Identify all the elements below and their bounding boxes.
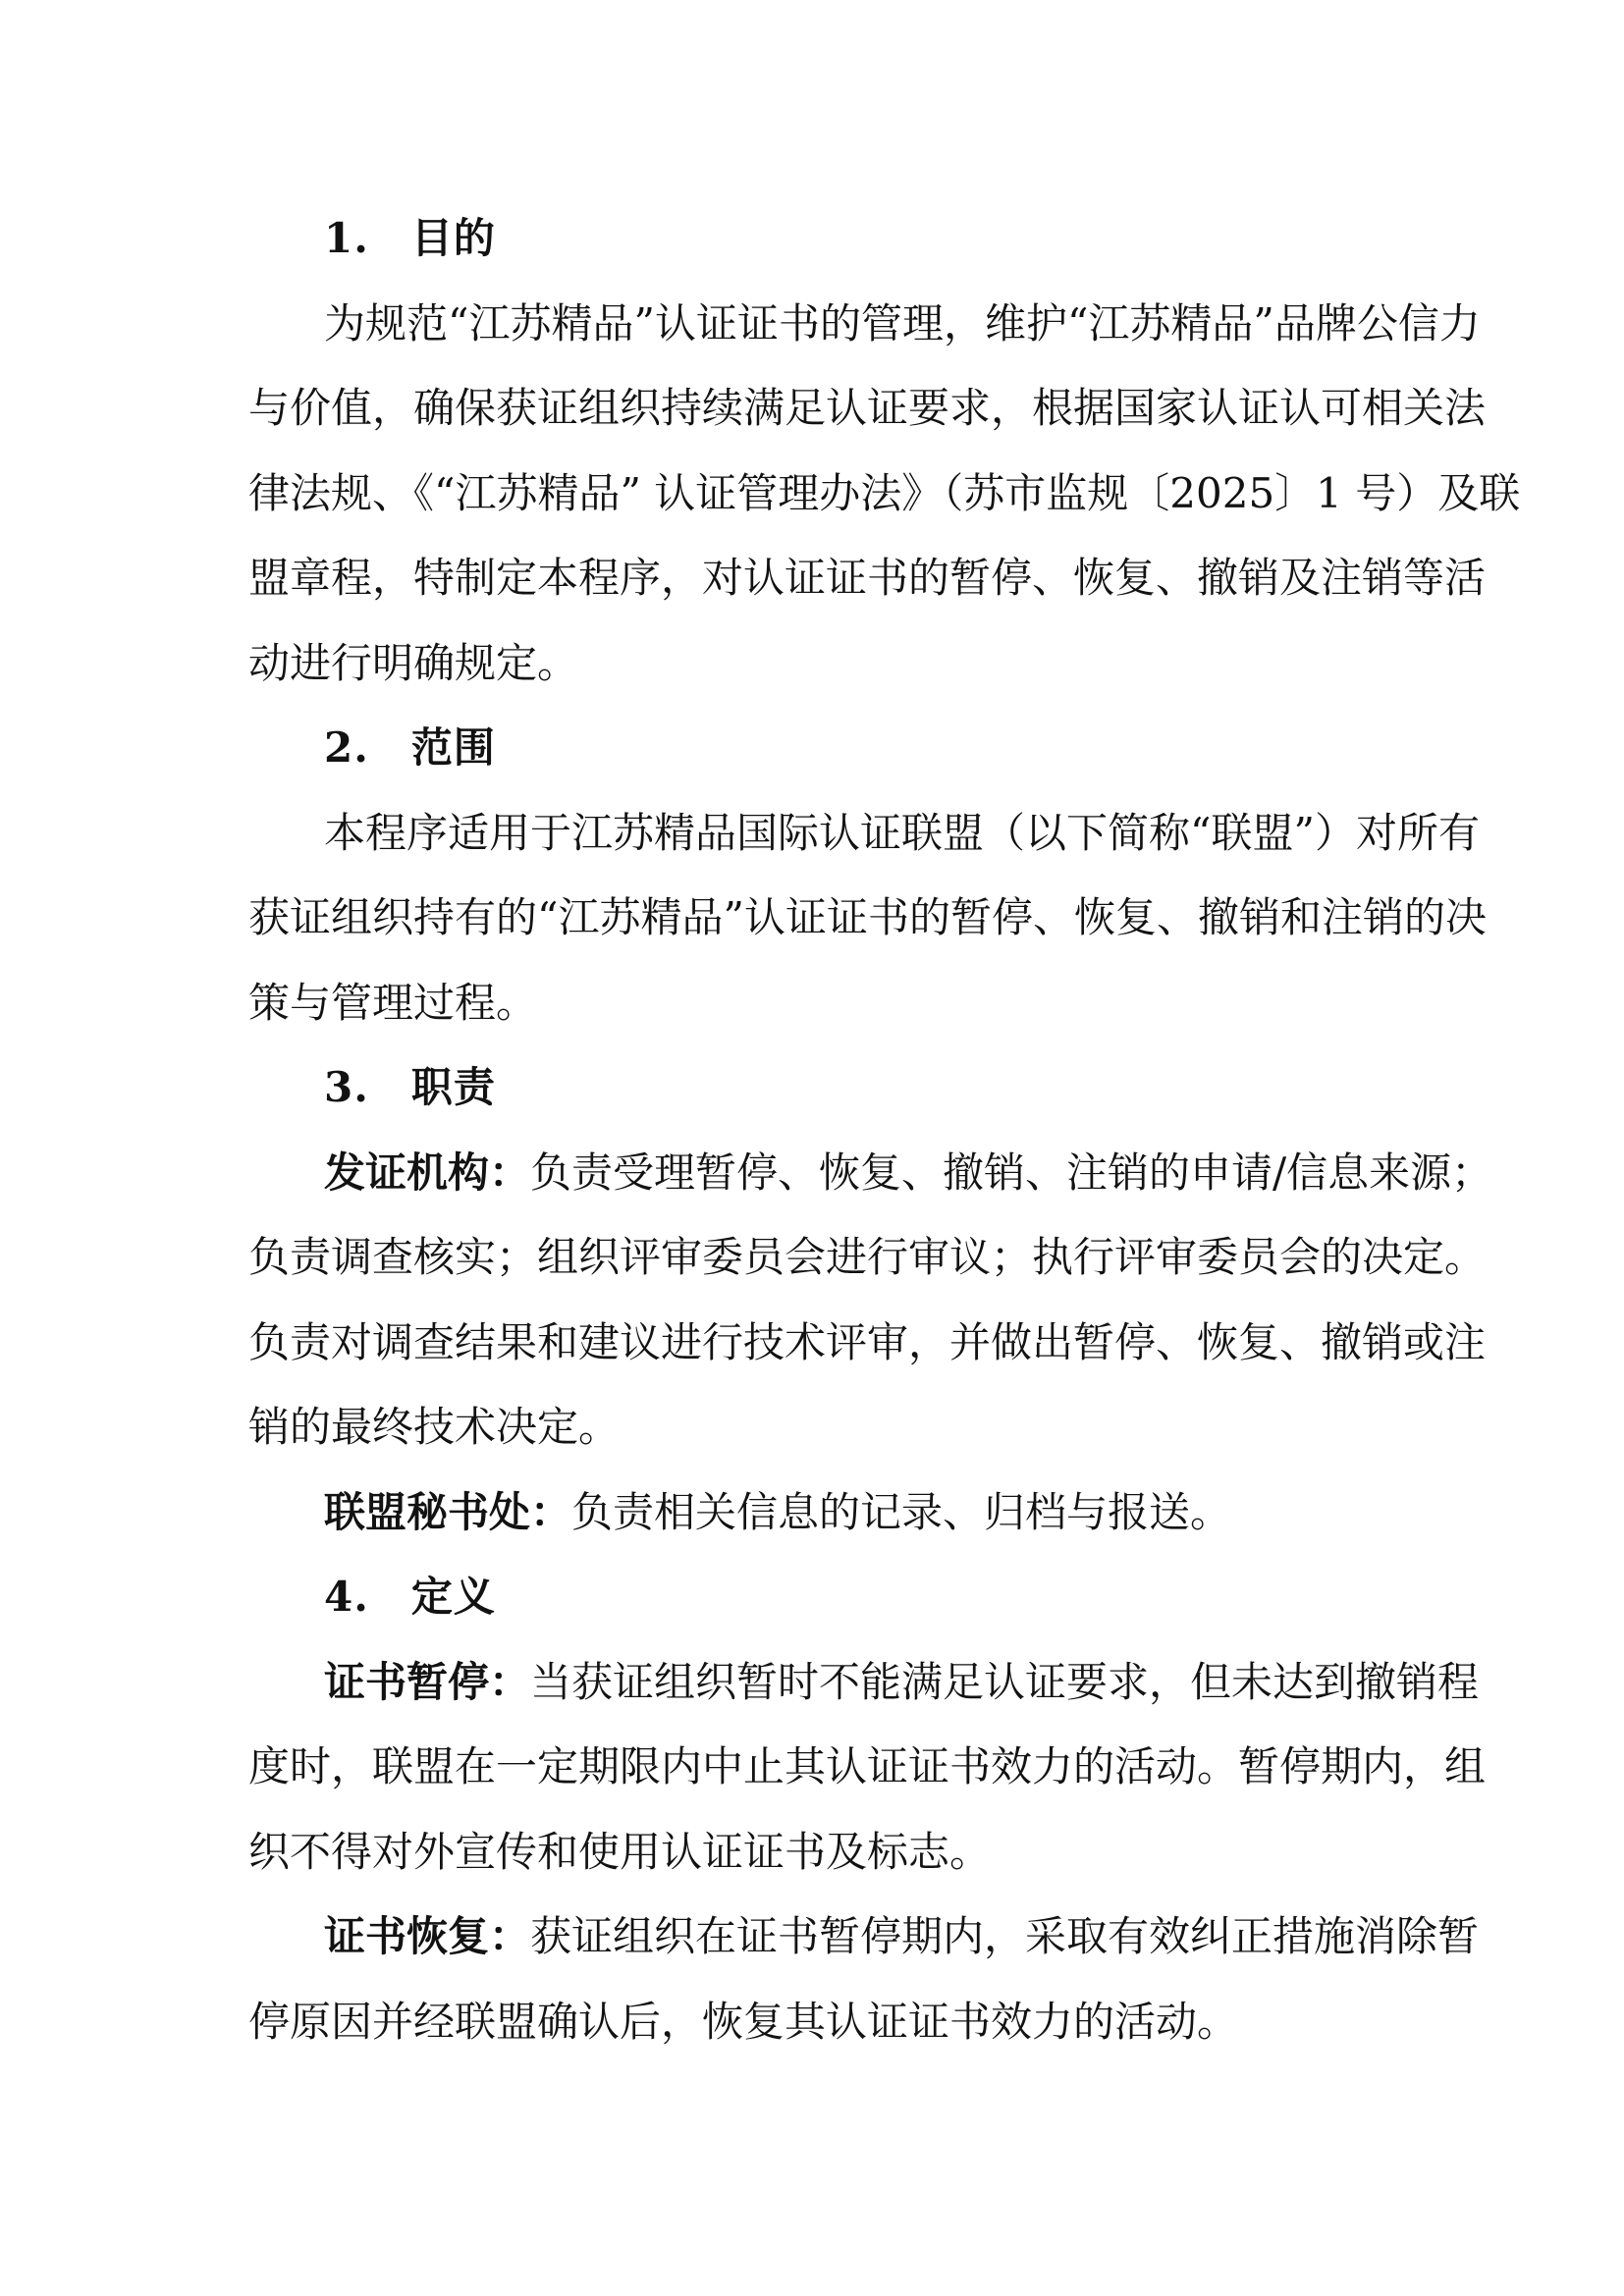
- paragraph-line: [248, 621, 1387, 707]
- paragraph-line: [248, 366, 1487, 452]
- line-text: 策与管理过程。: [248, 978, 538, 1027]
- paragraph-line: [248, 1470, 1387, 1556]
- paragraph-line: [248, 1895, 1480, 1980]
- line-text: 1. 目的: [324, 214, 496, 262]
- paragraph-line: [248, 1385, 1387, 1470]
- line-text: 律法规、《“江苏精品” 认证管理办法》（苏市监规〔2025〕1 号）及联: [248, 468, 1521, 517]
- paragraph-line: [248, 1640, 1480, 1726]
- line-text: 度时，联盟在一定期限内中止其认证证书效力的活动。暂停期内，组: [248, 1742, 1487, 1790]
- section-heading-responsibilities: [248, 1045, 1387, 1131]
- line-text: 织不得对外宣传和使用认证证书及标志。: [248, 1827, 992, 1876]
- line-text: 销的最终技术决定。: [248, 1403, 621, 1451]
- line-text: 获证组织持有的“江苏精品”认证证书的暂停、恢复、撤销和注销的决: [248, 893, 1487, 941]
- section-heading-definitions: [248, 1555, 1387, 1640]
- line-text: 负责调查核实；组织评审委员会进行审议；执行评审委员会的决定。: [248, 1233, 1487, 1281]
- paragraph-line: [248, 1131, 1493, 1216]
- runin-alliance-secretariat: 联盟秘书处：: [324, 1487, 572, 1536]
- line-text: 3. 职责: [324, 1063, 496, 1111]
- paragraph-line: [248, 876, 1487, 961]
- runin-certificate-restoration: 证书恢复：: [324, 1912, 531, 1960]
- paragraph-line: [248, 1301, 1487, 1386]
- paragraph-line: [248, 1725, 1487, 1810]
- line-text: 获证组织在证书暂停期内，采取有效纠正措施消除暂: [530, 1912, 1480, 1960]
- line-text: 当获证组织暂时不能满足认证要求，但未达到撤销程: [530, 1657, 1480, 1706]
- paragraph-line: [248, 536, 1487, 621]
- paragraph-line: [248, 961, 1387, 1046]
- runin-issuing-body: 发证机构：: [324, 1148, 531, 1197]
- line-text: 与价值，确保获证组织持续满足认证要求，根据国家认证认可相关法: [248, 384, 1487, 432]
- paragraph-line: [248, 1810, 1387, 1896]
- line-text: 负责对调查结果和建议进行技术评审，并做出暂停、恢复、撤销或注: [248, 1317, 1487, 1366]
- line-text: 为规范“江苏精品”认证证书的管理，维护“江苏精品”品牌公信力: [324, 298, 1481, 347]
- line-text: 停原因并经联盟确认后，恢复其认证证书效力的活动。: [248, 1997, 1239, 2046]
- paragraph-line: [248, 452, 1521, 537]
- line-text: 4. 定义: [324, 1573, 496, 1621]
- line-text: 2. 范围: [324, 723, 496, 772]
- line-text: 本程序适用于江苏精品国际认证联盟（以下简称“联盟”）对所有: [324, 808, 1480, 857]
- paragraph-line: [248, 1215, 1487, 1301]
- paragraph-line: [248, 791, 1480, 877]
- line-text: 盟章程，特制定本程序，对认证证书的暂停、恢复、撤销及注销等活: [248, 554, 1487, 602]
- paragraph-line: [248, 282, 1481, 367]
- document-text-block: [248, 196, 1521, 2064]
- runin-certificate-suspension: 证书暂停：: [324, 1657, 531, 1706]
- line-text: 动进行明确规定。: [248, 638, 579, 687]
- line-text: 负责相关信息的记录、归档与报送。: [571, 1487, 1232, 1536]
- line-text: 负责受理暂停、恢复、撤销、注销的申请/信息来源；: [530, 1148, 1493, 1197]
- section-heading-purpose: [248, 196, 1387, 282]
- paragraph-line: [248, 1980, 1387, 2065]
- section-heading-scope: [248, 706, 1387, 791]
